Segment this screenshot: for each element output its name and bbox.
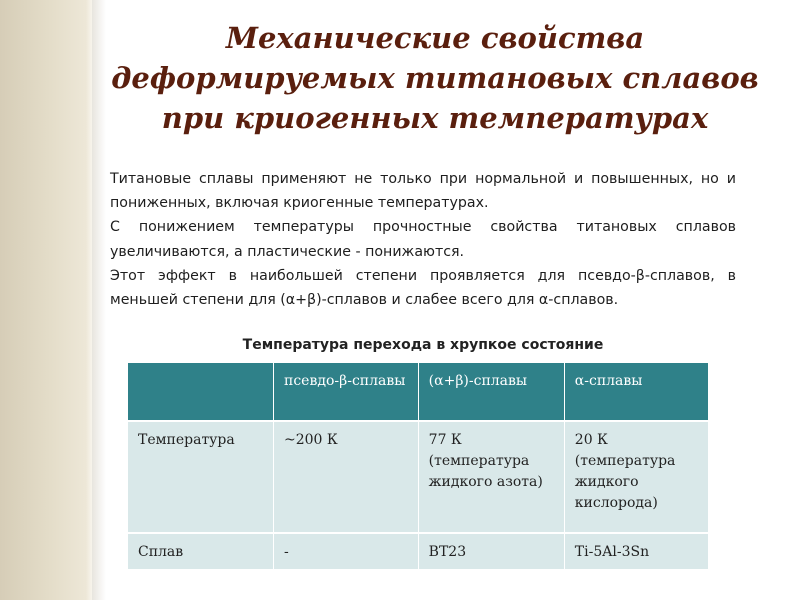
table-cell: ~200 К	[274, 421, 419, 533]
table-cell: Ti-5Al-3Sn	[564, 533, 708, 569]
table-cell: 77 К (температура жидкого азота)	[418, 421, 564, 533]
header-cell-alpha-beta: (α+β)-сплавы	[418, 363, 564, 421]
paragraph-2: С понижением температуры прочностные свойства титановых сплавов увеличиваются, а пластические - понижаются.	[110, 219, 736, 260]
table-row	[128, 421, 708, 533]
slide-title: Механические свойства деформируемых титановых сплавов при криогенных температурах	[111, 21, 759, 135]
brittle-transition-table	[128, 363, 708, 569]
decorative-side-band	[0, 0, 92, 600]
table-cell: ВТ23	[418, 533, 564, 569]
table-header-row	[128, 363, 708, 421]
header-cell-empty	[128, 363, 274, 421]
table-caption: Температура перехода в хрупкое состояние	[242, 337, 604, 353]
header-cell-alpha: α-сплавы	[564, 363, 708, 421]
header-cell-pseudo-beta: псевдо-β-сплавы	[274, 363, 419, 421]
paragraph-3: Этот эффект в наибольшей степени проявляется для псевдо-β-сплавов, в меньшей степени для (α+β)-сплавов и слабее всего для α-сплавов.	[110, 267, 736, 309]
table-cell: Сплав	[128, 533, 274, 569]
body-text	[110, 167, 736, 312]
table-cell: -	[274, 533, 419, 569]
side-band-shadow	[92, 0, 106, 600]
table-cell: Температура	[128, 421, 274, 533]
table-row	[128, 533, 708, 569]
paragraph-1: Титановые сплавы применяют не только при нормальной и повышенных, но и пониженных, включая криогенные температурах.	[110, 171, 736, 212]
table-cell: 20 К (температура жидкого кислорода)	[564, 421, 708, 533]
